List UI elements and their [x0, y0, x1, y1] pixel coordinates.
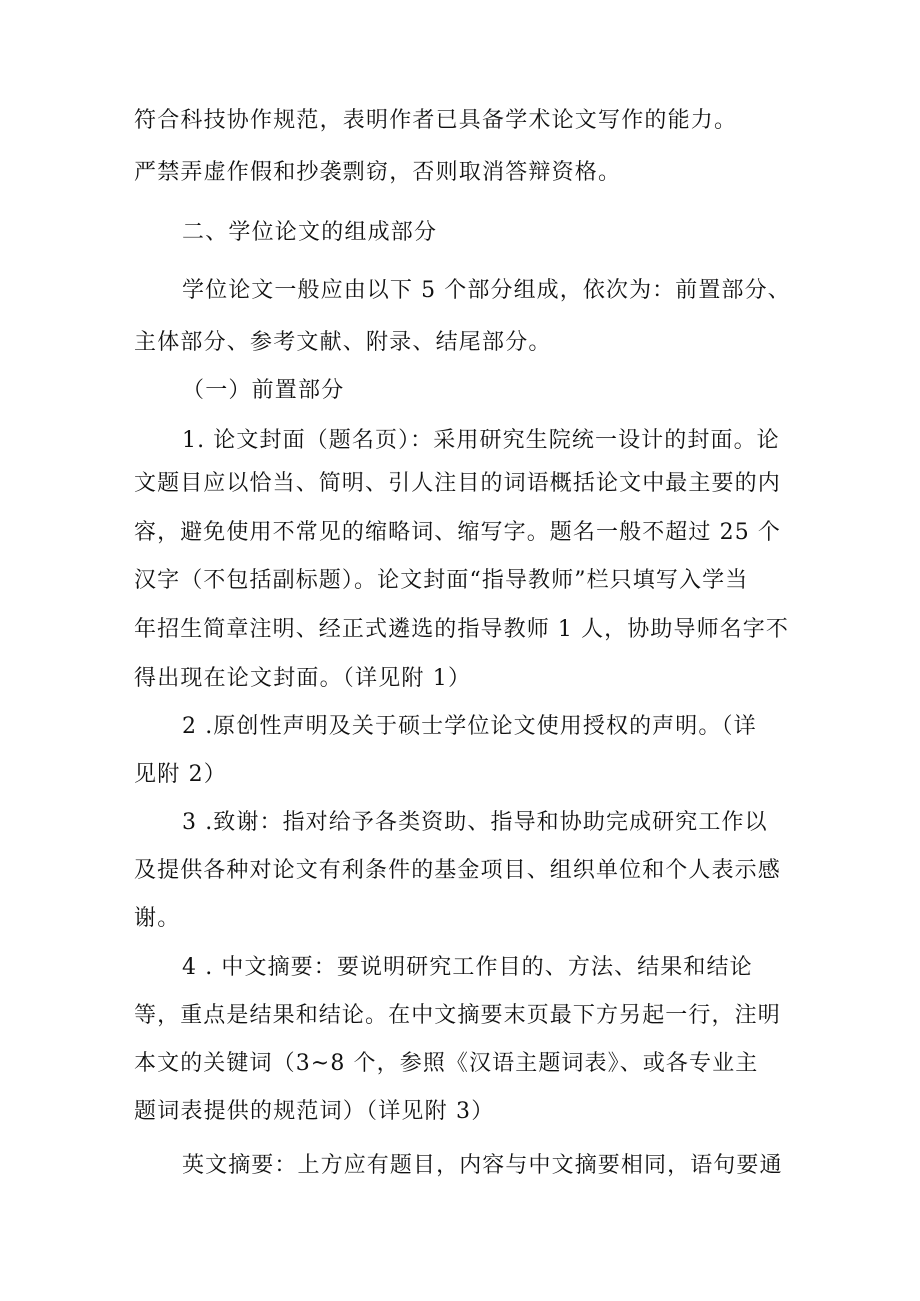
text-line-5: 主体部分、参考文献、附录、结尾部分。 [134, 330, 552, 355]
text-line-21: 题词表提供的规范词）（详见附 3） [134, 1099, 495, 1124]
text-line-8: 文题目应以恰当、简明、引人注目的词语概括论文中最主要的内 [134, 471, 781, 496]
text-line-18: 4 . 中文摘要：要说明研究工作目的、方法、结果和结论 [182, 955, 753, 980]
text-line-4: 学位论文一般应由以下 5 个部分组成，依次为：前置部分、 [182, 278, 791, 303]
section-heading: 二、学位论文的组成部分 [182, 220, 438, 245]
text-line-12: 得出现在论文封面。（详见附 1） [134, 666, 472, 691]
text-line-14: 见附 2） [134, 762, 227, 787]
text-line-2: 严禁弄虚作假和抄袭剽窃，否则取消答辩资格。 [134, 160, 622, 185]
text-line-13: 2 .原创性声明及关于硕士学位论文使用授权的声明。（详 [182, 714, 757, 739]
text-line-15: 3 .致谢：指对给予各类资助、指导和协助完成研究工作以 [182, 810, 768, 835]
text-line-16: 及提供各种对论文有利条件的基金项目、组织单位和个人表示感 [134, 858, 781, 883]
text-line-20: 本文的关键词（3~8 个，参照《汉语主题词表》、或各专业主 [134, 1051, 759, 1076]
text-line-22: 英文摘要：上方应有题目，内容与中文摘要相同，语句要通 [182, 1153, 783, 1178]
text-line-7: 1. 论文封面（题名页）：采用研究生院统一设计的封面。论 [182, 428, 780, 453]
text-line-10: 汉字（不包括副标题）。论文封面“指导教师”栏只填写入学当 [134, 568, 749, 593]
text-line-1: 符合科技协作规范，表明作者已具备学术论文写作的能力。 [134, 108, 738, 133]
text-line-9: 容，避免使用不常见的缩略词、缩写字。题名一般不超过 25 个 [134, 520, 781, 545]
text-line-11: 年招生简章注明、经正式遴选的指导教师 1 人，协助导师名字不 [134, 617, 789, 642]
subsection-heading: （一）前置部分 [182, 378, 345, 403]
text-line-17: 谢。 [134, 906, 181, 931]
text-line-19: 等，重点是结果和结论。在中文摘要末页最下方另起一行，注明 [134, 1003, 781, 1028]
